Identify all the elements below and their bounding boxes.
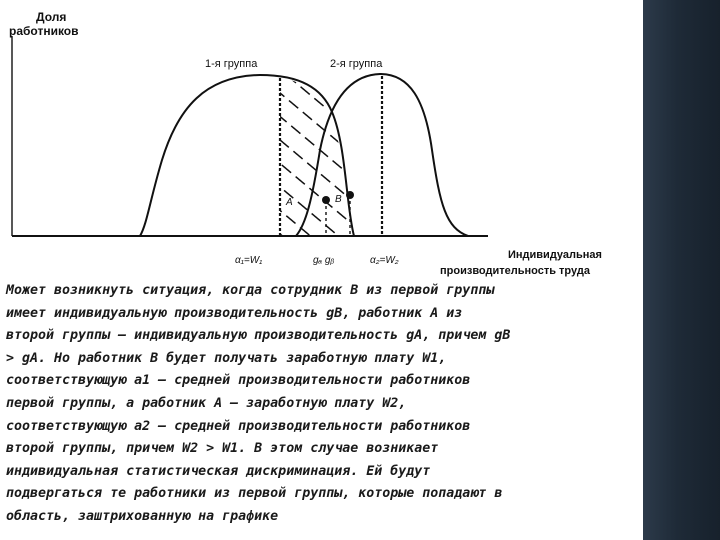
- x-axis-title-line2: производительность труда: [440, 265, 590, 277]
- x-axis-title-line1: Индивидуальная: [508, 249, 602, 261]
- hatched-region: [280, 78, 350, 236]
- worker-b-point: [346, 191, 354, 199]
- tick-label-g: gₐ gᵦ: [313, 255, 335, 266]
- worker-a-label: A: [286, 197, 293, 208]
- worker-a-point: [322, 196, 330, 204]
- tick-label-a2: α₂=W₂: [370, 255, 399, 266]
- tick-label-a1: α₁=W₁: [235, 255, 263, 266]
- distribution-diagram: [0, 0, 643, 280]
- y-axis-title-line2: работников: [9, 24, 79, 38]
- y-axis-title-line1: Доля: [36, 10, 67, 24]
- group-1-label: 1-я группа: [205, 58, 258, 70]
- worker-b-label: B: [335, 194, 342, 205]
- decorative-side-panel: [643, 0, 720, 540]
- explanation-text: Может возникнуть ситуация, когда сотрудник В из первой группы имеет индивидуальную производительность gВ, работник А из второй группы — индивидуальную производительность gА, причем gВ > gА. Но работник В будет получать заработную плату W1, соответствующую а1 — средней производительности работников первой группы, а работник А — заработную плату W2, соответствующую а2 — средней производительности работников второй группы, причем W2 > W1. В этом случае возникает индивидуальная статистическая дискриминация. Ей будут подвергаться те работники из первой группы, которые попадают в область, заштрихованную на графике: [6, 283, 511, 524]
- group-2-label: 2-я группа: [330, 58, 383, 70]
